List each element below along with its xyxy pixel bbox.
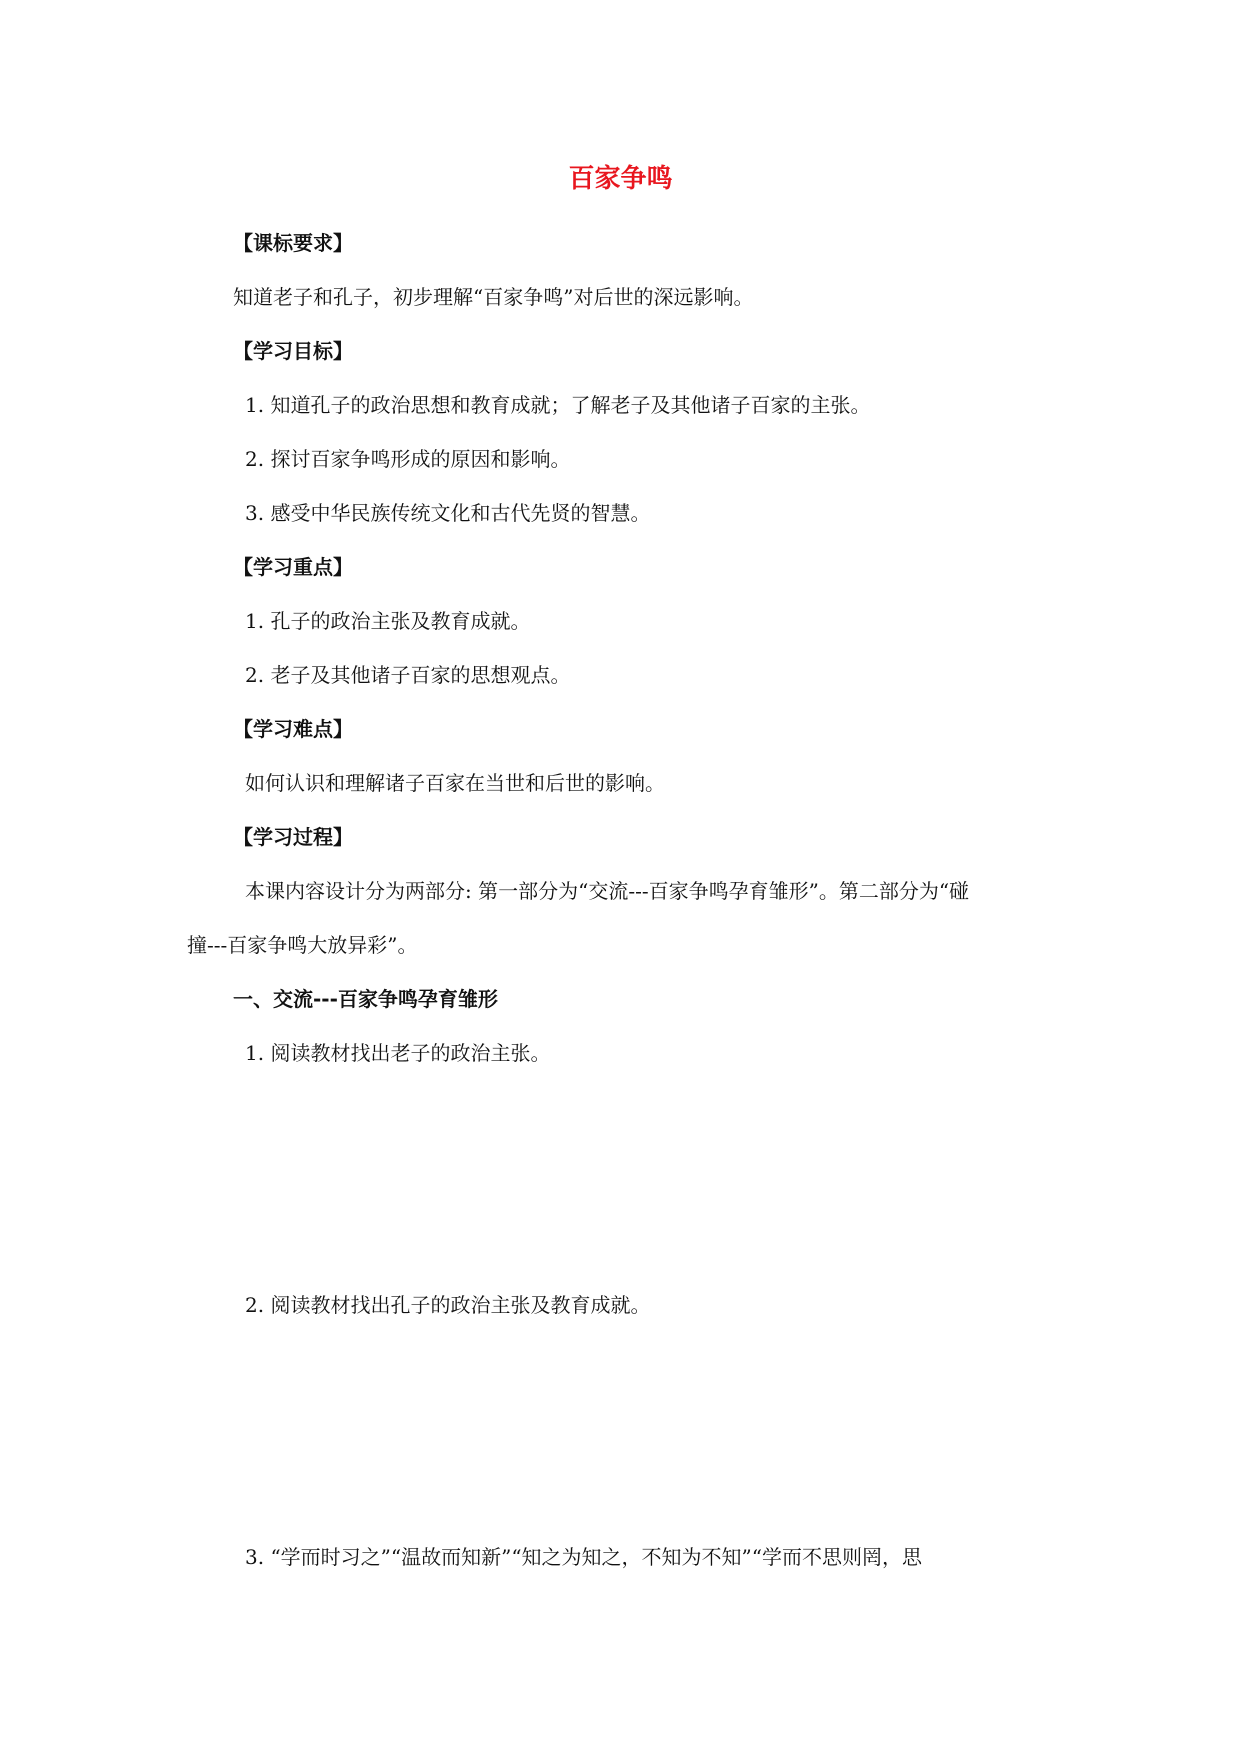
process-heading: 【学习过程】: [233, 825, 353, 849]
key-points-heading: 【学习重点】: [233, 555, 353, 579]
task-item-3: 3. “学而时习之”“温故而知新”“知之为知之，不知为不知”“学而不思则罔，思: [245, 1545, 923, 1569]
process-intro-line-1: 本课内容设计分为两部分: 第一部分为“交流---百家争鸣孕育雏形”。第二部分为“碰: [245, 879, 970, 903]
task-item-2: 2. 阅读教材找出孔子的政治主张及教育成就。: [245, 1293, 651, 1317]
objectives-heading: 【学习目标】: [233, 339, 353, 363]
curriculum-heading: 【课标要求】: [233, 231, 353, 255]
objective-item-3: 3. 感受中华民族传统文化和古代先贤的智慧。: [245, 501, 651, 525]
key-point-item-1: 1. 孔子的政治主张及教育成就。: [245, 609, 531, 633]
difficulties-text: 如何认识和理解诸子百家在当世和后世的影响。: [245, 771, 665, 795]
section-1-heading: 一、交流---百家争鸣孕育雏形: [233, 987, 498, 1011]
task-item-1: 1. 阅读教材找出老子的政治主张。: [245, 1041, 551, 1065]
difficulties-heading: 【学习难点】: [233, 717, 353, 741]
process-intro-line-2: 撞---百家争鸣大放异彩”。: [187, 933, 418, 957]
curriculum-text: 知道老子和孔子，初步理解“百家争鸣”对后世的深远影响。: [233, 285, 754, 309]
key-point-item-2: 2. 老子及其他诸子百家的思想观点。: [245, 663, 571, 687]
page-title: 百家争鸣: [568, 164, 673, 194]
objective-item-2: 2. 探讨百家争鸣形成的原因和影响。: [245, 447, 571, 471]
objective-item-1: 1. 知道孔子的政治思想和教育成就；了解老子及其他诸子百家的主张。: [245, 393, 871, 417]
